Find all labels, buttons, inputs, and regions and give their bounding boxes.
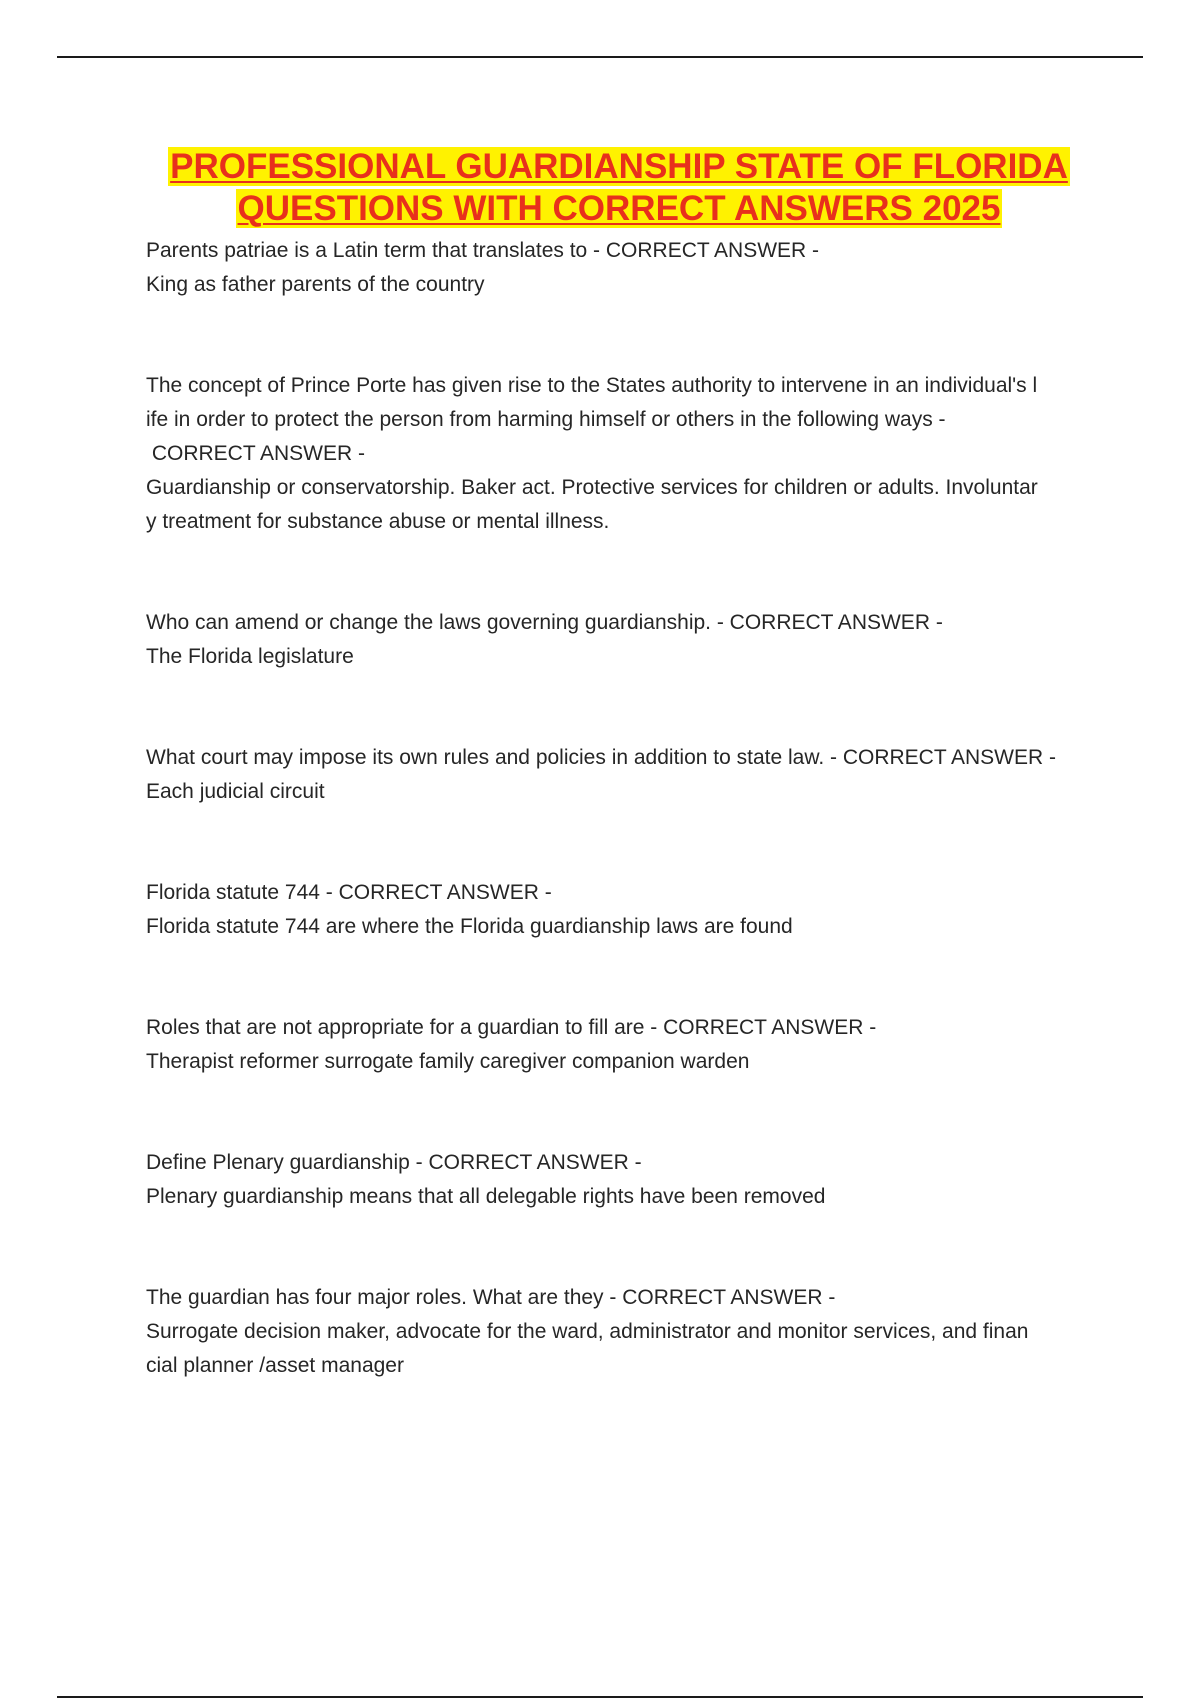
top-rule [57,56,1143,58]
qa-item-1 [146,234,1092,302]
document-title [136,146,1102,230]
answer-8: Surrogate decision maker, advocate for the ward, administrator and monitor services, and finan cial planner /asset manager [146,1320,1029,1377]
qa-item-5 [146,876,1092,944]
document-page [146,146,1092,1450]
title-line-1: PROFESSIONAL GUARDIANSHIP STATE OF FLORIDA [170,147,1068,186]
answer-1: King as father parents of the country [146,273,485,296]
bottom-rule [57,1696,1143,1698]
qa-item-7 [146,1146,1092,1214]
qa-item-4 [146,741,1092,809]
answer-5: Florida statute 744 are where the Florida guardianship laws are found [146,915,793,938]
title-line-2: QUESTIONS WITH CORRECT ANSWERS 2025 [237,189,1001,228]
question-7: Define Plenary guardianship - CORRECT ANSWER - [146,1151,642,1174]
qa-item-3 [146,606,1092,674]
answer-6: Therapist reformer surrogate family caregiver companion warden [146,1050,750,1073]
qa-item-6 [146,1011,1092,1079]
answer-3: The Florida legislature [146,645,354,668]
question-6: Roles that are not appropriate for a guardian to fill are - CORRECT ANSWER - [146,1016,877,1039]
qa-item-8 [146,1281,1092,1383]
question-8: The guardian has four major roles. What are they - CORRECT ANSWER - [146,1286,836,1309]
answer-4: Each judicial circuit [146,780,325,803]
question-3: Who can amend or change the laws governing guardianship. - CORRECT ANSWER - [146,611,943,634]
question-1: Parents patriae is a Latin term that translates to - CORRECT ANSWER - [146,239,820,262]
question-5: Florida statute 744 - CORRECT ANSWER - [146,881,552,904]
question-2: The concept of Prince Porte has given rise to the States authority to intervene in an individual's l ife in order to protect the person from harming himself or others in the following ways - CORRECT ANSWER - [146,374,1038,465]
qa-item-2 [146,369,1092,539]
answer-7: Plenary guardianship means that all delegable rights have been removed [146,1185,826,1208]
question-4: What court may impose its own rules and policies in addition to state law. - CORRECT ANSWER - [146,746,1056,769]
answer-2: Guardianship or conservatorship. Baker act. Protective services for children or adults. Involuntar y treatment for substance abuse or mental illness. [146,476,1038,533]
